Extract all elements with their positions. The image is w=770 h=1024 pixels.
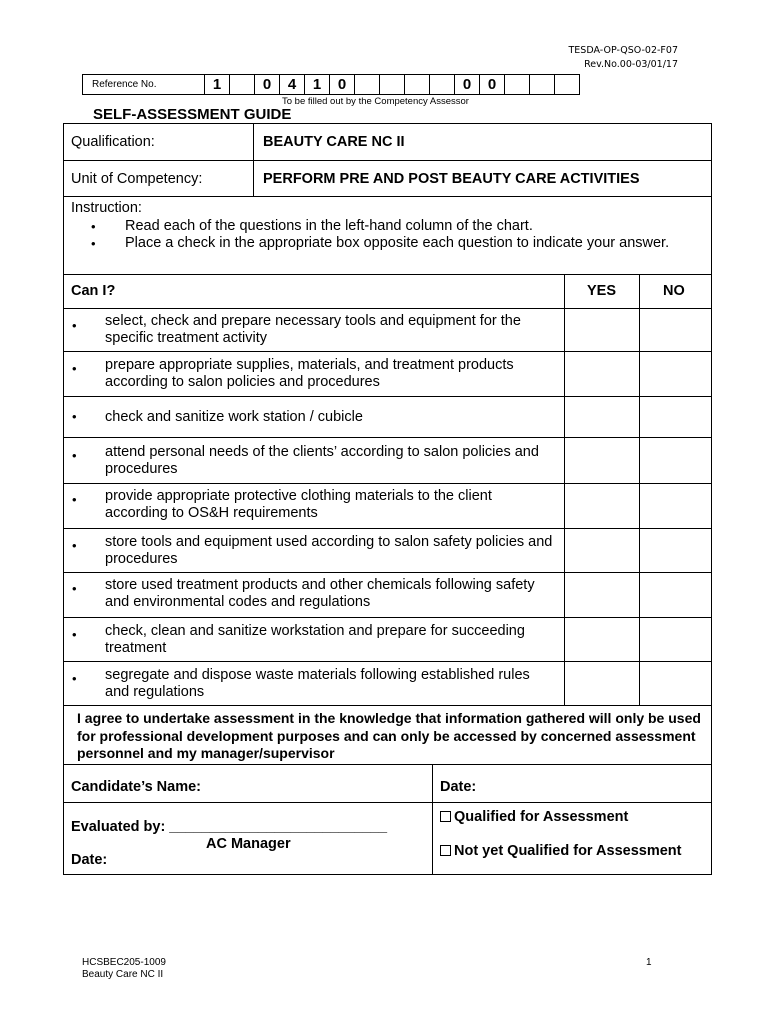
not-qualified-option[interactable] [440,843,682,860]
no-column-header: NO [663,283,685,299]
checklist-row [64,437,711,483]
reference-digit-9[interactable] [405,75,430,95]
checklist-row [64,617,711,661]
checklist-row [64,572,711,617]
agreement-text: I agree to undertake assessment in the knowledge that information gathered will only be used for professional development purposes and can only be accessed by concerned assessment personnel and my manager/supervisor [77,710,701,761]
document-code [478,44,678,72]
checklist-item-text: check and sanitize work station / cubicle [105,409,363,425]
reference-digit-7[interactable] [355,75,380,95]
reference-digit-12[interactable]: 0 [480,75,505,95]
bullet-icon: • [72,671,77,686]
bullet-icon: • [72,409,77,424]
instruction-text: Place a check in the appropriate box opposite each question to indicate your answer. [125,235,670,251]
reference-digit-10[interactable] [430,75,455,95]
qualification-label: Qualification: [71,134,155,150]
candidate-row [64,764,711,802]
bullet-icon: • [72,627,77,642]
not-qualified-label: Not yet Qualified for Assessment [454,843,682,859]
qualification-value: BEAUTY CARE NC II [263,134,405,150]
bullet-icon: • [91,218,96,234]
checklist-row [64,483,711,528]
reference-digit-8[interactable] [380,75,405,95]
checklist-item-text: segregate and dispose waste materials following established rules and regulations [105,667,530,700]
checklist-row [64,528,711,572]
signoff-divider [432,764,433,874]
candidate-name-label: Candidate’s Name: [71,779,201,795]
checklist-item-text: store used treatment products and other chemicals following safety and environmental codes and regulations [105,577,535,610]
checklist-item-text: check, clean and sanitize workstation and prepare for succeeding treatment [105,623,525,656]
label-divider [253,124,254,196]
reference-digit-15[interactable] [555,75,580,95]
page-number: 1 [646,957,652,968]
no-column-divider [639,274,640,705]
evaluation-row [64,802,711,874]
instruction-block [71,200,701,253]
bullet-icon: • [72,581,77,596]
instruction-item [71,235,701,253]
reference-number-table [82,74,580,95]
checklist-row [64,351,711,396]
reference-digit-1[interactable]: 1 [205,75,230,95]
revision-number: Rev.No.00-03/01/17 [584,59,678,70]
reference-digit-11[interactable]: 0 [455,75,480,95]
ac-manager-label: AC Manager [206,836,291,852]
bullet-icon: • [91,236,96,251]
instruction-label: Instruction: [71,200,142,216]
checklist-item-text: attend personal needs of the clients’ according to salon policies and procedures [105,444,539,477]
footer-code: HCSBEC205-1009 [82,957,166,968]
reference-digit-5[interactable]: 1 [305,75,330,95]
evaluation-date-label: Date: [71,852,108,868]
not-qualified-checkbox[interactable] [440,845,451,856]
bullet-icon: • [72,492,77,507]
bullet-icon: • [72,361,77,376]
reference-digit-4[interactable]: 4 [280,75,305,95]
page-title: SELF-ASSESSMENT GUIDE [93,106,292,123]
unit-row [64,160,711,196]
checklist-item-text: prepare appropriate supplies, materials, and treatment products according to salon policies and procedures [105,357,514,390]
unit-value: PERFORM PRE AND POST BEAUTY CARE ACTIVITIES [263,171,640,187]
evaluated-by-label: Evaluated by: ___________________________ [71,819,388,835]
reference-digit-2[interactable] [230,75,255,95]
instruction-text: Read each of the questions in the left-hand column of the chart. [125,217,533,234]
checklist-row [64,661,711,705]
footer [82,957,166,981]
yes-column-divider [564,274,565,705]
date-label: Date: [440,779,477,795]
checklist-header-row [64,274,711,308]
checklist-row [64,308,711,351]
agreement-row [64,705,711,764]
bullet-icon: • [72,448,77,463]
checklist-row [64,396,711,437]
form-id: TESDA-OP-QSO-02-F07 [568,45,678,56]
qualified-label: Qualified for Assessment [454,809,629,825]
checklist-item-text: provide appropriate protective clothing materials to the client according to OS&H requirements [105,488,492,521]
reference-note: To be filled out by the Competency Assessor [282,96,469,107]
reference-label: Reference No. [83,75,205,95]
bullet-icon: • [72,538,77,553]
unit-label: Unit of Competency: [71,171,203,187]
reference-digit-3[interactable]: 0 [255,75,280,95]
reference-digit-14[interactable] [530,75,555,95]
yes-column-header: YES [587,283,617,299]
qualified-option[interactable] [440,809,628,826]
checklist-header: Can I? [71,283,116,299]
qualified-checkbox[interactable] [440,811,451,822]
reference-digit-6[interactable]: 0 [330,75,355,95]
reference-digit-13[interactable] [505,75,530,95]
instruction-item [71,218,701,236]
qualification-row [64,124,711,160]
assessment-form [63,123,712,875]
checklist-item-text: select, check and prepare necessary tools and equipment for the specific treatment activity [105,313,521,346]
checklist-item-text: store tools and equipment used according to salon safety policies and procedures [105,534,553,567]
bullet-icon: • [72,318,77,333]
footer-subtitle: Beauty Care NC II [82,969,164,980]
